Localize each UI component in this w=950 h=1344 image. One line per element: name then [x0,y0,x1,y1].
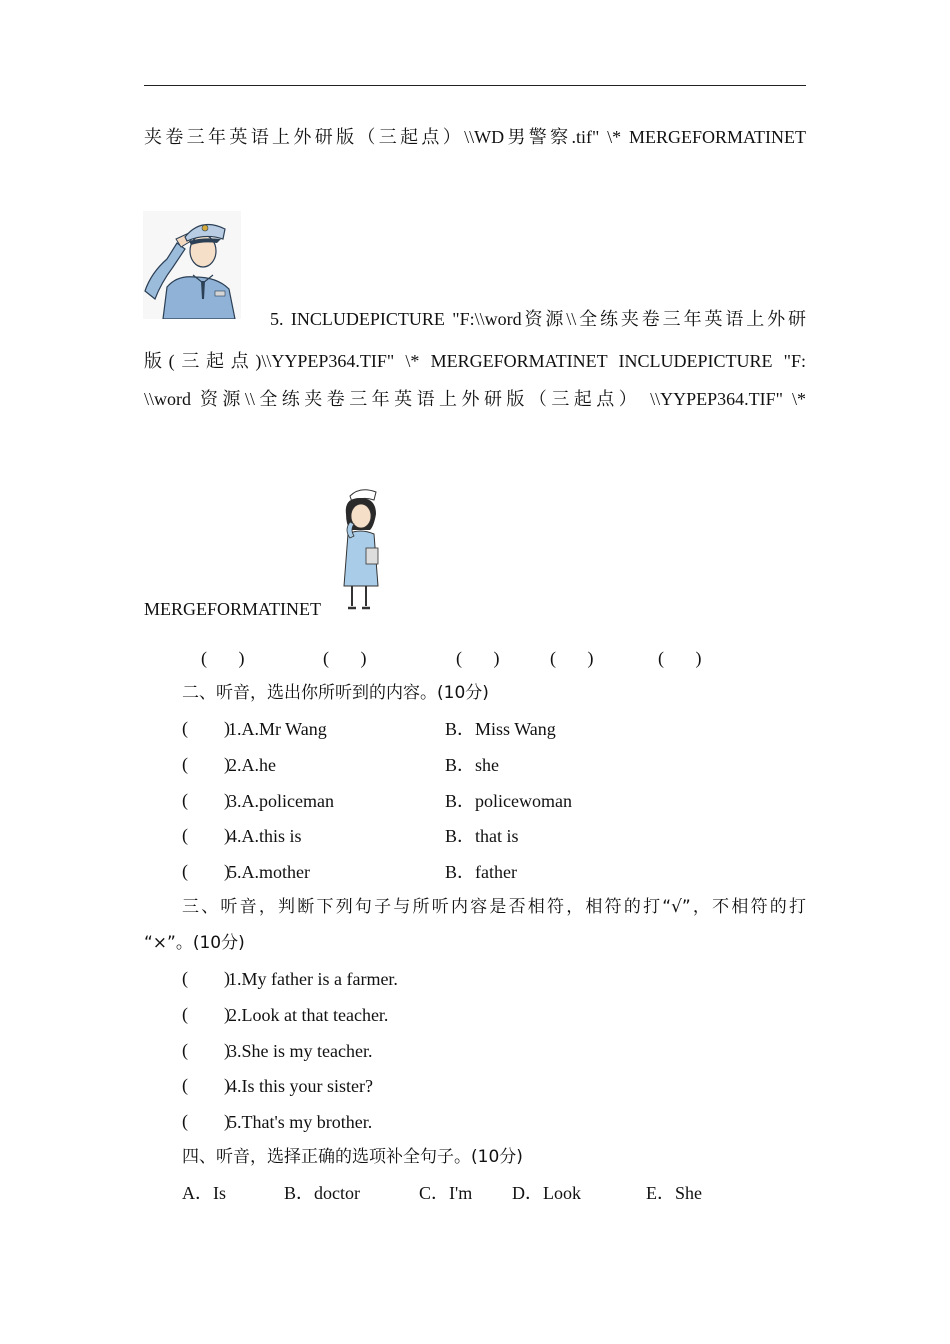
section-3-sentence-1: 1.My father is a farmer. [228,969,398,989]
section-3-sentence-5: 5.That's my brother. [228,1112,373,1132]
field-code-line-2: 5. INCLUDEPICTURE "F:\\word资源\\全练夹卷三年英语上外研 [270,309,806,329]
section-2-option-b-2: B．she [445,755,499,775]
policeman-image [143,211,241,319]
answer-blank-3[interactable]: ( ) [456,648,500,668]
section-4-option-b: B．doctor [284,1183,360,1203]
section-4-option-d: D．Look [512,1183,581,1203]
answer-blank-2[interactable]: ( ) [323,648,367,668]
section-2-option-a-4: 4.A.this is [228,826,302,846]
field-code-line-4: \\word 资源\\全练夹卷三年英语上外研版（三起点） \\YYPEP364.TIF" \* [144,389,806,409]
section-2-blank-5[interactable]: ( ) [182,861,230,881]
section-3-sentence-2: 2.Look at that teacher. [228,1005,389,1025]
section-3-title-line-1: 三、听音，判断下列句子与所听内容是否相符，相符的打“√”，不相符的打 [182,897,806,917]
section-2-option-a-3: 3.A.policeman [228,791,334,811]
answer-blank-4[interactable]: ( ) [550,648,594,668]
section-2-title: 二、听音，选出你所听到的内容。(10分) [182,683,489,703]
section-2-blank-2[interactable]: ( ) [182,754,230,774]
section-2-option-a-5: 5.A.mother [228,862,310,882]
field-code-line-1: 夹卷三年英语上外研版（三起点）\\WD男警察.tif" \* MERGEFORMATINET [144,127,806,147]
section-4-option-c: C．I'm [419,1183,473,1203]
section-4-option-e: E．She [646,1183,702,1203]
section-2-blank-4[interactable]: ( ) [182,825,230,845]
section-3-blank-1[interactable]: ( ) [182,968,230,988]
section-2-option-b-5: B．father [445,862,517,882]
section-2-option-b-4: B．that is [445,826,519,846]
section-2-blank-3[interactable]: ( ) [182,790,230,810]
section-3-blank-4[interactable]: ( ) [182,1075,230,1095]
answer-blank-5[interactable]: ( ) [658,648,702,668]
section-2-option-b-3: B．policewoman [445,791,572,811]
section-3-sentence-3: 3.She is my teacher. [228,1041,373,1061]
section-2-option-b-1: B．Miss Wang [445,719,556,739]
section-3-blank-3[interactable]: ( ) [182,1040,230,1060]
answer-blank-1[interactable]: ( ) [201,648,245,668]
section-2-option-a-1: 1.A.Mr Wang [228,719,327,739]
field-code-line-5: MERGEFORMATINET [144,599,322,619]
section-3-blank-5[interactable]: ( ) [182,1111,230,1131]
section-2-option-a-2: 2.A.he [228,755,276,775]
field-code-line-3: 版(三起点)\\YYPEP364.TIF" \* MERGEFORMATINET INCLUDEPICTURE "F: [144,351,806,371]
section-4-option-a: A．Is [182,1183,226,1203]
section-3-sentence-4: 4.Is this your sister? [228,1076,373,1096]
section-3-blank-2[interactable]: ( ) [182,1004,230,1024]
section-3-title-line-2: “×”。(10分) [144,933,245,953]
section-2-blank-1[interactable]: ( ) [182,718,230,738]
nurse-image [334,486,386,616]
header-rule [144,85,806,86]
section-4-title: 四、听音，选择正确的选项补全句子。(10分) [182,1147,523,1167]
